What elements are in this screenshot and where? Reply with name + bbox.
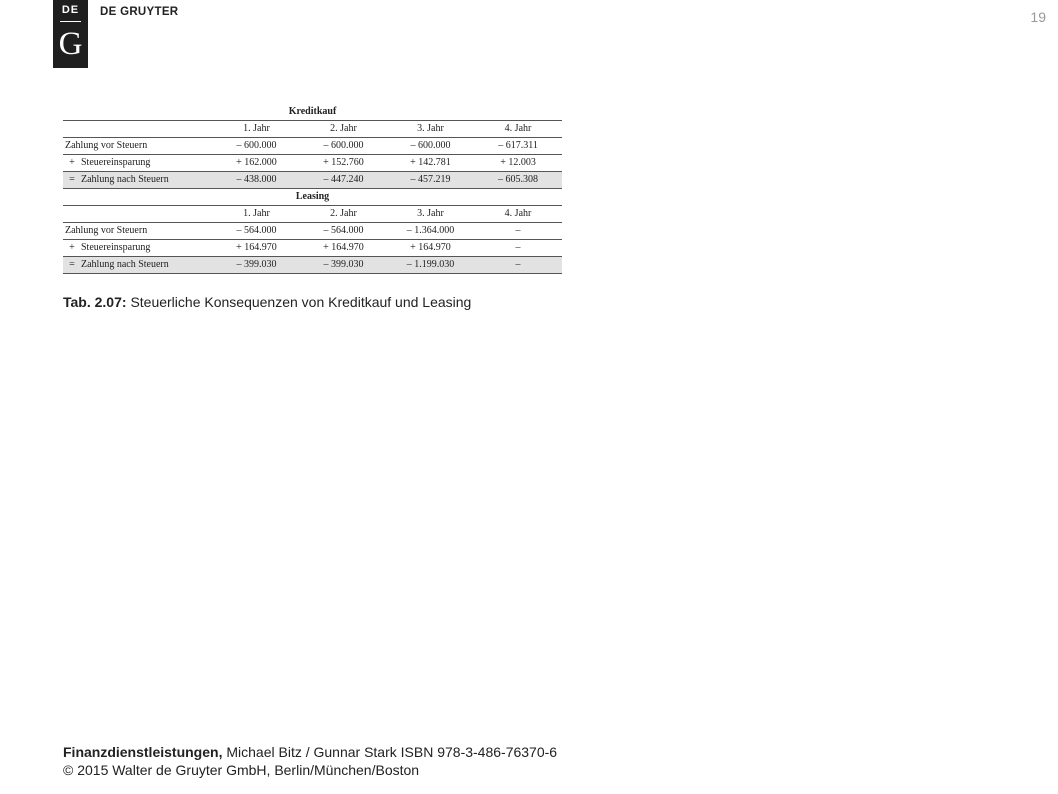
table-row [63,155,562,172]
table-cell: – 399.030 [300,257,387,274]
table-cell: – 457.219 [387,172,474,189]
footer-line-1 [63,743,557,761]
row-label-cell [63,155,213,172]
column-header: 2. Jahr [300,121,387,138]
column-header-empty [63,206,213,223]
authors-isbn: Michael Bitz / Gunnar Stark ISBN 978-3-486-76370-6 [226,744,558,760]
row-operator: = [69,174,75,185]
column-header-row [63,121,562,138]
row-operator: = [69,259,75,270]
column-header: 4. Jahr [474,206,562,223]
caption-text: Steuerliche Konsequenzen von Kreditkauf und Leasing [130,294,472,310]
caption-label: Tab. 2.07: [63,294,127,310]
table-cell: – [474,257,562,274]
row-label-cell [63,257,213,274]
table-cell: – [474,223,562,240]
publisher-logo [53,0,88,68]
row-label: Steuereinsparung [81,157,151,168]
row-label-cell [63,240,213,257]
copyright: © 2015 Walter de Gruyter GmbH, Berlin/München/Boston [63,762,420,778]
table-cell: + 142.781 [387,155,474,172]
table-cell: – 600.000 [300,138,387,155]
column-header: 4. Jahr [474,121,562,138]
table-figure [63,104,562,274]
table-cell: + 152.760 [300,155,387,172]
table-cell: – 564.000 [300,223,387,240]
table-row [63,240,562,257]
table-row-total [63,257,562,274]
table-cell: + 164.970 [213,240,300,257]
column-header: 2. Jahr [300,206,387,223]
row-label: Steuereinsparung [81,242,151,253]
column-header-empty [63,121,213,138]
table-cell: – [474,240,562,257]
row-label: Zahlung vor Steuern [63,223,213,240]
table-cell: – 600.000 [387,138,474,155]
table-cell: – 447.240 [300,172,387,189]
column-header: 3. Jahr [387,206,474,223]
table-row [63,138,562,155]
publisher-name: DE GRUYTER [100,6,179,18]
table-cell: – 605.308 [474,172,562,189]
table-cell: – 1.364.000 [387,223,474,240]
citation-footer [63,743,557,779]
logo-g-letter: G [58,26,83,62]
table-cell: + 162.000 [213,155,300,172]
column-header: 3. Jahr [387,121,474,138]
column-header-row [63,206,562,223]
table-cell: + 164.970 [300,240,387,257]
row-operator: + [69,157,75,168]
column-header: 1. Jahr [213,121,300,138]
book-title: Finanzdienstleistungen, [63,744,223,760]
table-cell: – 399.030 [213,257,300,274]
row-operator: + [69,242,75,253]
table-row [63,223,562,240]
section-title-kreditkauf: Kreditkauf [63,104,562,121]
table-cell: – 564.000 [213,223,300,240]
row-label: Zahlung vor Steuern [63,138,213,155]
column-header: 1. Jahr [213,206,300,223]
logo-de-text: DE [61,4,80,16]
table-cell: – 617.311 [474,138,562,155]
table-cell: + 12.003 [474,155,562,172]
row-label: Zahlung nach Steuern [81,259,169,270]
section-title-row [63,104,562,121]
table-cell: – 1.199.030 [387,257,474,274]
table-row-total [63,172,562,189]
page-number: 19 [1030,9,1046,25]
row-label-cell [63,172,213,189]
section-title-row [63,189,562,206]
table-cell: – 438.000 [213,172,300,189]
section-title-leasing: Leasing [63,189,562,206]
table-cell: + 164.970 [387,240,474,257]
table-cell: – 600.000 [213,138,300,155]
table-caption [63,294,471,310]
row-label: Zahlung nach Steuern [81,174,169,185]
logo-divider [60,21,81,22]
comparison-table [63,104,562,274]
